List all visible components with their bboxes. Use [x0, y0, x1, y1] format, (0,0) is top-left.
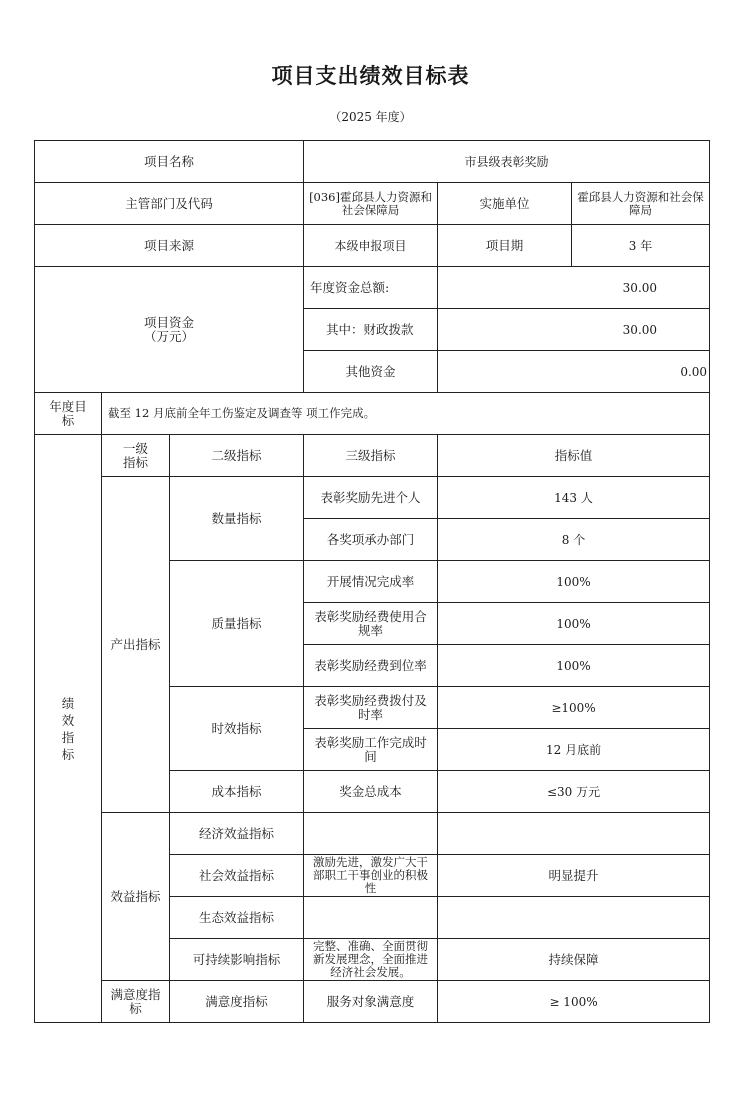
fiscal-year: （2025 年度）: [329, 110, 412, 124]
indicator-q1: 表彰奖励先进个人: [304, 477, 438, 519]
level2-header: 二级指标: [170, 435, 304, 477]
other-funds-value: 0.00: [438, 351, 710, 393]
annual-goal-label: 年度目标: [35, 393, 102, 435]
annual-total-label: 年度资金总额:: [304, 267, 438, 309]
value-q1: 143 人: [438, 477, 710, 519]
project-period-value: 3 年: [572, 225, 710, 267]
funds-label-line2: （万元）: [144, 328, 195, 344]
other-funds-label: 其他资金: [304, 351, 438, 393]
satisfaction-level2: 满意度指标: [170, 981, 304, 1023]
indicator-ql1: 开展情况完成率: [304, 561, 438, 603]
value-header: 指标值: [438, 435, 710, 477]
indicator-c1: 奖金总成本: [304, 771, 438, 813]
sustainability-indicators: 可持续影响指标: [170, 939, 304, 981]
project-period-label: 项目期: [438, 225, 572, 267]
department-label: 主管部门及代码: [35, 183, 304, 225]
indicator-t1: 表彰奖励经费拨付及时率: [304, 687, 438, 729]
fiscal-allocation-value: 30.00: [438, 309, 710, 351]
value-t1: ≥100%: [438, 687, 710, 729]
value-eco-empty: [438, 897, 710, 939]
indicator-ql2: 表彰奖励经费使用合规率: [304, 603, 438, 645]
value-ql2: 100%: [438, 603, 710, 645]
annual-total-value: 30.00: [438, 267, 710, 309]
value-su1: 持续保障: [438, 939, 710, 981]
quantity-indicators: 数量指标: [170, 477, 304, 561]
funds-label-line1: 项目资金: [144, 314, 195, 330]
social-benefit-indicators: 社会效益指标: [170, 855, 304, 897]
level1-header: 一级指标: [102, 435, 170, 477]
fiscal-allocation-label: 其中：财政拨款: [304, 309, 438, 351]
benefit-indicators: 效益指标: [102, 813, 170, 981]
indicator-su1: 完整、准确、全面贯彻新发展理念，全面推进经济社会发展。: [304, 939, 438, 981]
value-ql3: 100%: [438, 645, 710, 687]
indicator-eco-empty: [304, 897, 438, 939]
performance-target-table: [34, 140, 710, 1023]
output-indicators: 产出指标: [102, 477, 170, 813]
performance-indicators-label: 绩效指标: [35, 435, 102, 1023]
indicator-sa1: 服务对象满意度: [304, 981, 438, 1023]
project-source-label: 项目来源: [35, 225, 304, 267]
indicator-ql3: 表彰奖励经费到位率: [304, 645, 438, 687]
department-value: [036]霍邱县人力资源和社会保障局: [304, 183, 438, 225]
implementing-unit-label: 实施单位: [438, 183, 572, 225]
value-ql1: 100%: [438, 561, 710, 603]
value-c1: ≤30 万元: [438, 771, 710, 813]
value-sa1: ≥ 100%: [438, 981, 710, 1023]
indicator-econ-empty: [304, 813, 438, 855]
value-s1: 明显提升: [438, 855, 710, 897]
indicator-q2: 各奖项承办部门: [304, 519, 438, 561]
satisfaction-indicators: 满意度指标: [102, 981, 170, 1023]
page-title: 项目支出绩效目标表: [271, 63, 470, 88]
level3-header: 三级指标: [304, 435, 438, 477]
ecological-benefit-indicators: 生态效益指标: [170, 897, 304, 939]
value-q2: 8 个: [438, 519, 710, 561]
timeliness-indicators: 时效指标: [170, 687, 304, 771]
project-name-value: 市县级表彰奖励: [304, 141, 710, 183]
value-t2: 12 月底前: [438, 729, 710, 771]
project-funds-label: [35, 267, 304, 393]
implementing-unit-value: 霍邱县人力资源和社会保障局: [572, 183, 710, 225]
annual-goal-text: 截至 12 月底前全年工伤鉴定及调查等 项工作完成。: [102, 393, 710, 435]
quality-indicators: 质量指标: [170, 561, 304, 687]
cost-indicators: 成本指标: [170, 771, 304, 813]
value-econ-empty: [438, 813, 710, 855]
project-name-label: 项目名称: [35, 141, 304, 183]
indicator-t2: 表彰奖励工作完成时间: [304, 729, 438, 771]
project-source-value: 本级申报项目: [304, 225, 438, 267]
indicator-s1: 激励先进，激发广大干部职工干事创业的积极性: [304, 855, 438, 897]
economic-benefit-indicators: 经济效益指标: [170, 813, 304, 855]
